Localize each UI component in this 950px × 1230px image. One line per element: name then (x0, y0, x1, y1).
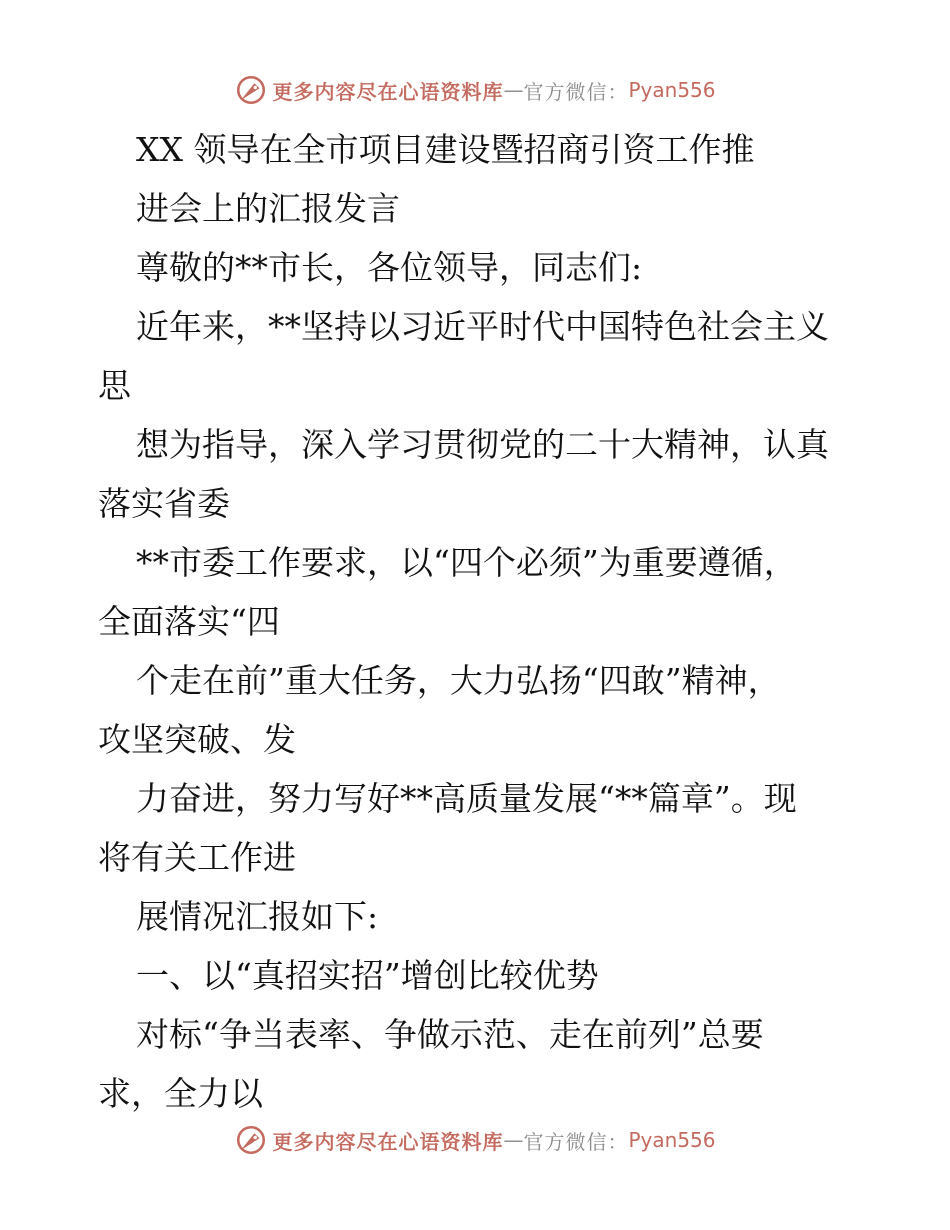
document-line: 近年来，**坚持以习近平时代中国特色社会主义 (136, 307, 829, 346)
document-line: 进会上的汇报发言 (136, 189, 400, 228)
pen-nib-logo-icon (234, 73, 268, 107)
document-body (98, 120, 878, 1123)
watermark-site-text: 更多内容尽在心语资料库 (272, 79, 504, 104)
document-line: 想为指导，深入学习贯彻党的二十大精神，认真 (136, 425, 829, 464)
watermark-wechat-label: 官方微信： (523, 1129, 629, 1154)
document-line: XX 领导在全市项目建设暨招商引资工作推 (136, 130, 755, 169)
footer-watermark (0, 1120, 950, 1160)
document-line: 思 (98, 366, 131, 405)
header-watermark (0, 70, 950, 110)
document-line: 展情况汇报如下: (136, 897, 379, 936)
document-line: 一、以“真招实招”增创比较优势 (136, 956, 599, 995)
document-line: 落实省委 (98, 484, 230, 523)
document-line: 对标“争当表率、争做示范、走在前列”总要 (136, 1015, 764, 1054)
pen-nib-logo-icon (234, 1123, 268, 1157)
document-line: 攻坚突破、发 (98, 720, 296, 759)
watermark-wechat-label: 官方微信： (523, 79, 629, 104)
watermark-dash: — (503, 78, 524, 102)
watermark-wechat-id: Pyan556 (628, 78, 716, 102)
watermark-dash: — (503, 1128, 524, 1152)
document-line: 个走在前”重大任务，大力弘扬“四敢”精神， (136, 661, 781, 700)
document-line: 力奋进，努力写好**高质量发展“**篇章”。现 (136, 779, 797, 818)
watermark-wechat-id: Pyan556 (628, 1128, 716, 1152)
document-line: **市委工作要求，以“四个必须”为重要遵循， (136, 543, 797, 582)
document-line: 将有关工作进 (98, 838, 296, 877)
watermark-site-text: 更多内容尽在心语资料库 (272, 1129, 504, 1154)
document-line: 全面落实“四 (98, 602, 280, 641)
document-line: 求，全力以 (98, 1074, 263, 1113)
document-line: 尊敬的**市长，各位领导，同志们: (136, 248, 643, 287)
